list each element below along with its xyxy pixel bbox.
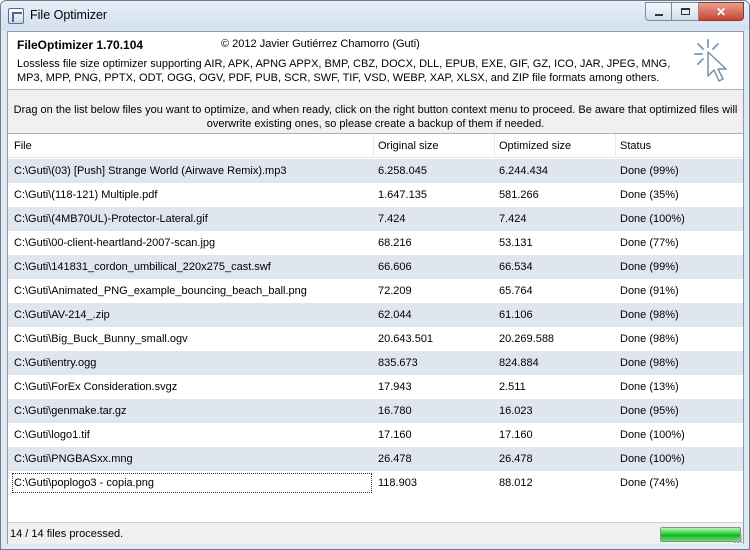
cell-status: Done (13%) [620,381,679,393]
table-row[interactable] [8,231,743,255]
cell-status: Done (91%) [620,285,679,297]
table-row[interactable] [8,279,743,303]
cell-status: Done (100%) [620,213,685,225]
cell-original-size: 62.044 [378,309,412,321]
cell-status: Done (98%) [620,309,679,321]
cell-file: C:\Guti\entry.ogg [14,357,97,369]
table-row[interactable] [8,351,743,375]
cell-file: C:\Guti\logo1.tif [14,429,90,441]
cell-original-size: 17.943 [378,381,412,393]
cell-original-size: 6.258.045 [378,165,427,177]
cell-original-size: 118.903 [378,477,417,489]
table-row[interactable] [8,399,743,423]
table-row[interactable] [8,183,743,207]
table-row[interactable] [8,303,743,327]
minimize-icon [655,14,663,16]
progress-bar [660,527,741,542]
app-name: FileOptimizer 1.70.104 [17,38,144,52]
cell-original-size: 7.424 [378,213,406,225]
maximize-button[interactable] [672,2,699,21]
column-header-file[interactable]: File [14,140,32,152]
column-header-status[interactable]: Status [620,140,652,152]
close-icon: ✕ [715,4,727,19]
close-button[interactable] [699,2,744,21]
table-row[interactable] [8,327,743,351]
cell-optimized-size: 824.884 [499,357,539,369]
app-icon[interactable] [8,8,24,24]
maximize-icon [681,8,690,15]
cell-optimized-size: 581.266 [499,189,539,201]
cell-status: Done (99%) [620,165,679,177]
cell-file: C:\Guti\poplogo3 - copia.png [14,477,155,489]
table-row[interactable] [8,207,743,231]
cell-file: C:\Guti\Animated_PNG_example_bouncing_beach_ball.png [14,285,307,297]
column-divider[interactable] [494,134,495,158]
cell-optimized-size: 16.023 [499,405,533,417]
cell-file: C:\Guti\(118-121) Multiple.pdf [14,189,158,201]
title-bar[interactable] [1,1,749,30]
table-row[interactable] [8,471,743,495]
progress-fill [661,528,740,541]
cell-original-size: 835.673 [378,357,418,369]
cell-file: C:\Guti\genmake.tar.gz [14,405,127,417]
header-panel [8,32,743,89]
table-row[interactable] [8,423,743,447]
cell-optimized-size: 88.012 [499,477,533,489]
window-controls [645,2,744,22]
cell-file: C:\Guti\Big_Buck_Bunny_small.ogv [14,333,188,345]
cell-status: Done (98%) [620,333,679,345]
cell-file: C:\Guti\AV-214_.zip [14,309,110,321]
resize-grip-icon[interactable] [734,535,742,543]
cell-file: C:\Guti\ForEx Consideration.svgz [14,381,178,393]
column-divider[interactable] [373,134,374,158]
cell-optimized-size: 65.764 [499,285,533,297]
status-bar [8,522,743,544]
table-row[interactable] [8,159,743,183]
cell-status: Done (99%) [620,261,679,273]
cell-optimized-size: 53.131 [499,237,533,249]
cell-file: C:\Guti\141831_cordon_umbilical_220x275_cast.swf [14,261,271,273]
cell-status: Done (77%) [620,237,679,249]
instructions-text [8,103,743,131]
column-divider[interactable] [615,134,616,158]
instructions-panel [8,90,743,133]
list-header [8,134,743,158]
window-title: File Optimizer [30,8,108,22]
cell-status: Done (95%) [620,405,679,417]
cell-file: C:\Guti\PNGBASxx.mng [14,453,133,465]
cell-file: C:\Guti\(03) [Push] Strange World (Airwave Remix).mp3 [14,165,287,177]
cell-status: Done (98%) [620,357,679,369]
table-row[interactable] [8,255,743,279]
cell-optimized-size: 2.511 [499,381,526,393]
cell-optimized-size: 6.244.434 [499,165,548,177]
description: Lossless file size optimizer supporting AIR, APK, APNG APPX, BMP, CBZ, DOCX, DLL, EPUB, EXE, GIF, GZ, ICO, JAR, JPEG, MNG, MP3, MPP, PNG, PPTX, ODT, OGG, OGV, PDF, PUB, SCR, SWF, TIF, VSD, WEBP, XAP, XLSX, and ZIP file formats among others. [17,58,671,84]
instructions-line-1: Drag on the list below files you want to optimize, and when ready, click on the right button context menu to proceed. Be aware that optimized files will [13,104,738,116]
cell-status: Done (100%) [620,453,685,465]
status-text: 14 / 14 files processed. [10,528,124,540]
cell-status: Done (74%) [620,477,679,489]
client-area [7,31,744,544]
cell-optimized-size: 66.534 [499,261,533,273]
minimize-button[interactable] [645,2,672,21]
cell-original-size: 68.216 [378,237,412,249]
cell-file: C:\Guti\00-client-heartland-2007-scan.jpg [14,237,216,249]
cell-status: Done (35%) [620,189,679,201]
cell-status: Done (100%) [620,429,685,441]
cell-optimized-size: 20.269.588 [499,333,555,345]
cell-original-size: 20.643.501 [378,333,434,345]
cell-optimized-size: 26.478 [499,453,533,465]
cell-optimized-size: 7.424 [499,213,527,225]
table-row[interactable] [8,375,743,399]
table-row[interactable] [8,447,743,471]
column-header-original-size[interactable]: Original size [378,140,439,152]
cell-file: C:\Guti\(4MB70UL)-Protector-Lateral.gif [14,213,208,225]
file-list[interactable] [8,134,743,522]
cell-original-size: 26.478 [378,453,412,465]
cell-optimized-size: 61.106 [499,309,533,321]
cell-original-size: 17.160 [378,429,412,441]
copyright: © 2012 Javier Gutiérrez Chamorro (Guti) [221,38,420,50]
column-header-optimized-size[interactable]: Optimized size [499,140,572,152]
cell-original-size: 66.606 [378,261,412,273]
cell-optimized-size: 17.160 [499,429,533,441]
cell-original-size: 16.780 [378,405,412,417]
instructions-line-2: overwrite existing ones, so please create a backup of them if needed. [206,118,545,130]
cell-original-size: 72.209 [378,285,412,297]
cursor-click-logo-icon [694,38,734,84]
cell-original-size: 1.647.135 [378,189,427,201]
